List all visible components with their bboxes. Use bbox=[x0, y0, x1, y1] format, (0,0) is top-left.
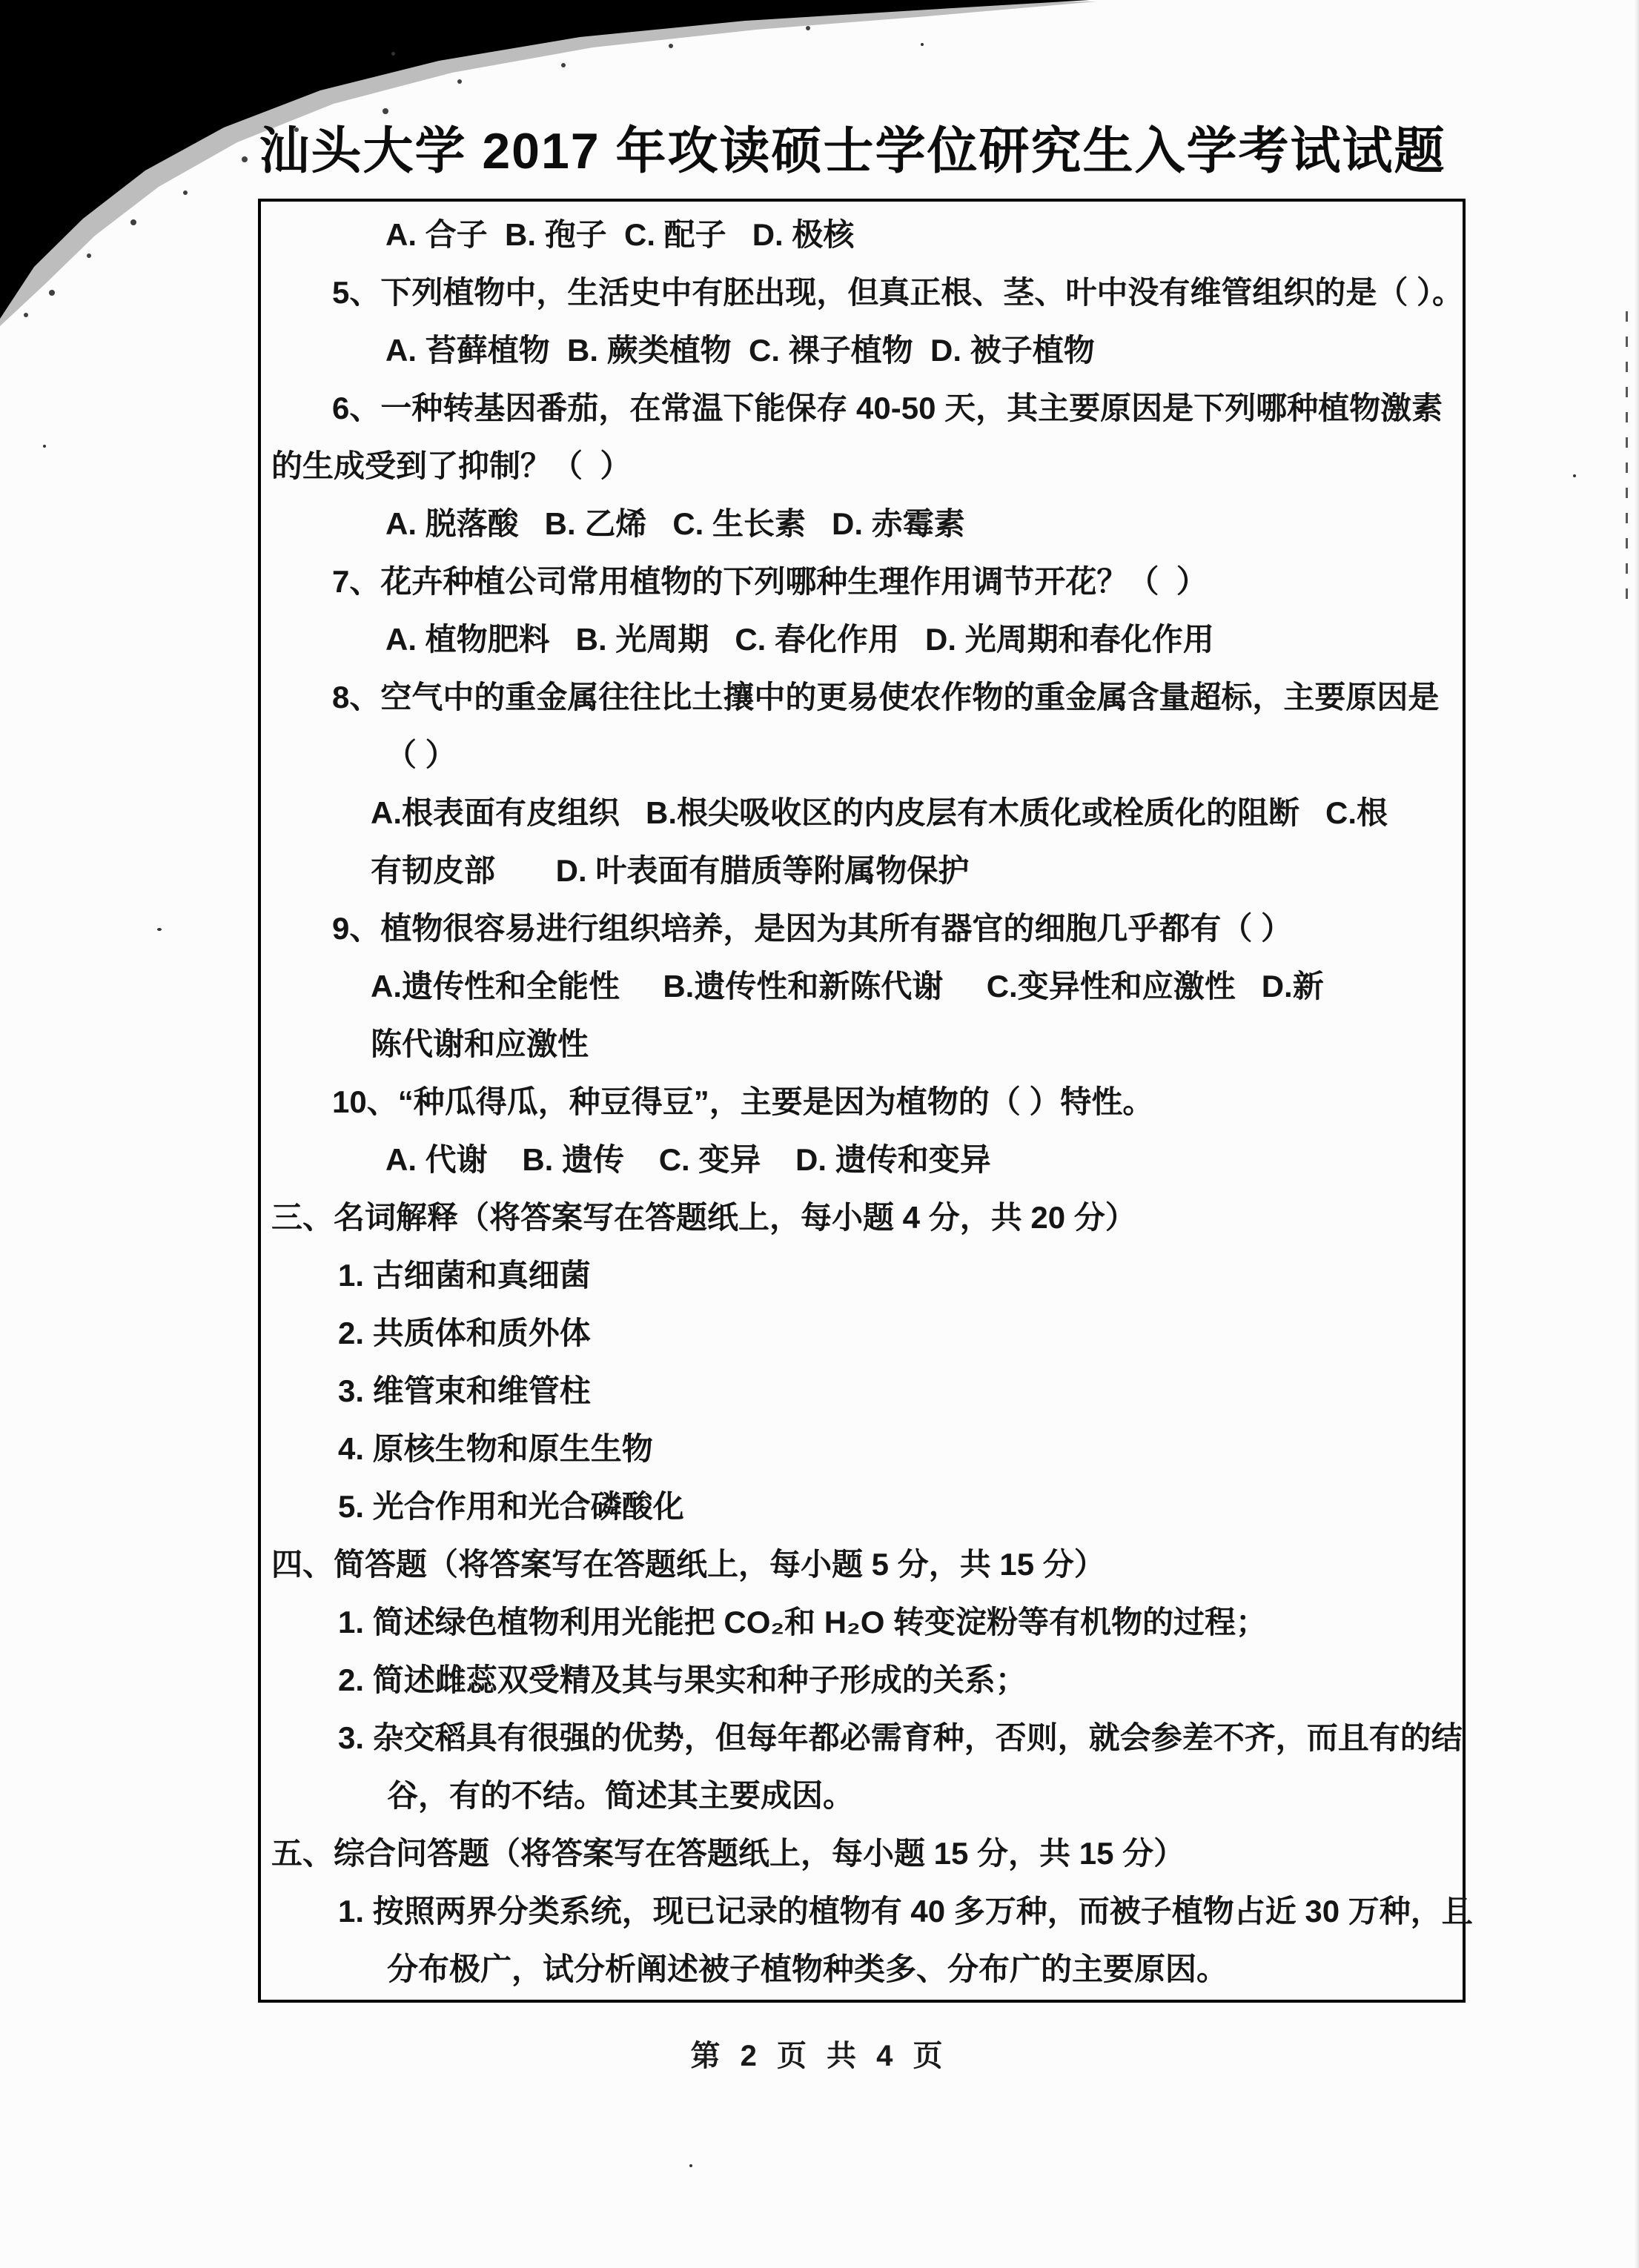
page-title: 汕头大学 2017 年攻读硕士学位研究生入学考试试题 bbox=[259, 123, 1446, 179]
exam-line-options: 有韧皮部 D. 叶表面有腊质等附属物保护 bbox=[371, 853, 970, 888]
scan-speck bbox=[157, 928, 162, 931]
page-footer: 第 2 页 共 4 页 bbox=[690, 2040, 949, 2072]
scan-speck bbox=[689, 2164, 692, 2167]
exam-line-question-9: 9、植物很容易进行组织培养，是因为其所有器官的细胞几乎都有（ ） bbox=[332, 911, 1293, 946]
exam-line-section-5: 五、综合问答题（将答案写在答题纸上，每小题 15 分，共 15 分） bbox=[271, 1836, 1185, 1871]
scan-speck bbox=[43, 445, 46, 448]
exam-line-continuation: （ ） bbox=[385, 737, 457, 772]
exam-line-options: A. 代谢 B. 遗传 C. 变异 D. 遗传和变异 bbox=[385, 1142, 991, 1177]
question-box bbox=[258, 199, 1473, 2003]
exam-line-section-4: 四、简答题（将答案写在答题纸上，每小题 5 分，共 15 分） bbox=[271, 1547, 1105, 1582]
page-edge-shade bbox=[1635, 0, 1639, 2268]
exam-line-short-1: 1. 简述绿色植物利用光能把 CO₂和 H₂O 转变淀粉等有机物的过程； bbox=[338, 1605, 1268, 1639]
exam-line-continuation: 的生成受到了抑制？（ ） bbox=[271, 448, 632, 483]
exam-line-options: A. 脱落酸 B. 乙烯 C. 生长素 D. 赤霉素 bbox=[385, 506, 965, 541]
exam-line-section-3: 三、名词解释（将答案写在答题纸上，每小题 4 分，共 20 分） bbox=[271, 1200, 1136, 1235]
exam-line-short-3: 3. 杂交稻具有很强的优势，但每年都必需育种，否则，就会参差不齐，而且有的结 bbox=[338, 1720, 1463, 1755]
exam-line-continuation: 分布极广，试分析阐述被子植物种类多、分布广的主要原因。 bbox=[387, 1952, 1228, 1986]
exam-line-continuation: 谷，有的不结。简述其主要成因。 bbox=[387, 1778, 855, 1813]
exam-line-options: A.遗传性和全能性 B.遗传性和新陈代谢 C.变异性和应激性 D.新 bbox=[371, 969, 1324, 1004]
exam-line-term-2: 2. 共质体和质外体 bbox=[338, 1316, 591, 1350]
exam-line-question-7: 7、花卉种植公司常用植物的下列哪种生理作用调节开花？（ ） bbox=[332, 564, 1208, 599]
exam-line-options: A. 苔藓植物 B. 蕨类植物 C. 裸子植物 D. 被子植物 bbox=[385, 333, 1095, 368]
exam-line-options: A. 植物肥料 B. 光周期 C. 春化作用 D. 光周期和春化作用 bbox=[385, 622, 1214, 657]
exam-line-term-4: 4. 原核生物和原生生物 bbox=[338, 1431, 653, 1466]
exam-line-term-5: 5. 光合作用和光合磷酸化 bbox=[338, 1489, 684, 1524]
exam-line-question-10: 10、“种瓜得瓜，种豆得豆”，主要是因为植物的（ ）特性。 bbox=[332, 1084, 1154, 1119]
exam-line-essay-1: 1. 按照两界分类系统，现已记录的植物有 40 多万种，而被子植物占近 30 万种，且 bbox=[338, 1894, 1473, 1929]
scan-speck bbox=[391, 52, 395, 56]
exam-line-options: A.根表面有皮组织 B.根尖吸收区的内皮层有木质化或栓质化的阻断 C.根 bbox=[371, 795, 1388, 830]
scan-speck bbox=[921, 43, 924, 46]
exam-line-term-1: 1. 古细菌和真细菌 bbox=[338, 1258, 591, 1293]
exam-line-question-5: 5、下列植物中，生活史中有胚出现，但真正根、茎、叶中没有维管组织的是（ ）。 bbox=[332, 275, 1464, 310]
scan-artifact-right-edge bbox=[1626, 311, 1628, 608]
exam-line-options: A. 合子 B. 孢子 C. 配子 D. 极核 bbox=[385, 217, 855, 252]
exam-line-question-6: 6、一种转基因番茄，在常温下能保存 40-50 天，其主要原因是下列哪种植物激素 bbox=[332, 391, 1443, 425]
exam-line-continuation: 陈代谢和应激性 bbox=[371, 1027, 589, 1061]
exam-line-term-3: 3. 维管束和维管柱 bbox=[338, 1373, 591, 1408]
exam-line-question-8: 8、空气中的重金属往往比土攘中的更易使农作物的重金属含量超标，主要原因是 bbox=[332, 680, 1440, 714]
scan-speck bbox=[1573, 474, 1576, 477]
exam-line-short-2: 2. 简述雌蕊双受精及其与果实和种子形成的关系； bbox=[338, 1662, 1027, 1697]
question-content bbox=[261, 202, 1473, 1998]
